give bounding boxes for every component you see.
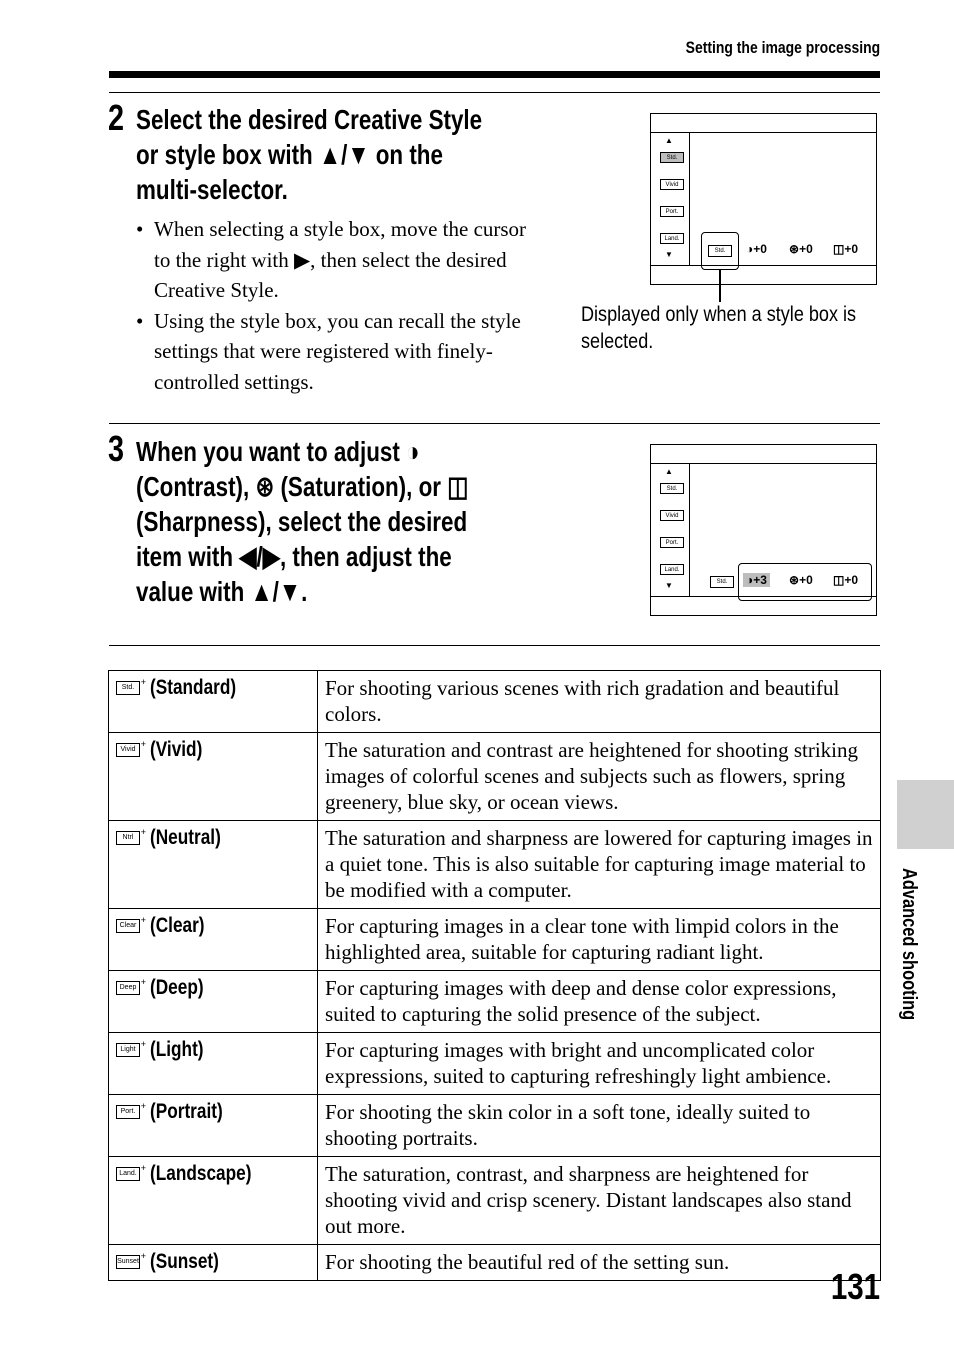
bullet-item: • When selecting a style box, move the cursor to the right with ▶, then select the desired Creative Style. xyxy=(136,214,536,306)
saturation-value xyxy=(789,573,813,587)
style-description: For shooting the skin color in a soft tone, ideally suited to shooting portraits. xyxy=(318,1095,881,1157)
style-name: (Portrait) xyxy=(150,1100,223,1123)
step3-line: When you want to adjust xyxy=(136,436,400,467)
style-description: For capturing images with bright and uncomplicated color expressions, suited to capturing refreshingly light ambience. xyxy=(318,1033,881,1095)
style-name: (Neutral) xyxy=(150,826,221,849)
table-row xyxy=(109,1157,881,1245)
style-icon: Clear + xyxy=(116,919,140,933)
contrast-param: +3 xyxy=(753,573,767,587)
style-box-label: Std. xyxy=(708,245,732,257)
step2-title-line: Select the desired Creative Style xyxy=(136,104,483,135)
step2-title-line: multi-selector. xyxy=(136,174,288,205)
style-name: (Clear) xyxy=(150,914,205,937)
table-row xyxy=(109,909,881,971)
chapter-label xyxy=(896,868,920,1058)
style-name: (Light) xyxy=(150,1038,204,1061)
saturation-value xyxy=(789,242,813,256)
style-box-label: Std. xyxy=(710,576,734,588)
sharpness-param: +0 xyxy=(844,573,859,587)
style-name: (Sunset) xyxy=(150,1250,219,1273)
screen-style-item: Std. xyxy=(660,152,684,163)
step3-line: value with ▲/▼. xyxy=(136,576,308,607)
sharpness-value xyxy=(833,242,858,256)
style-icon: Ntrl + xyxy=(116,831,140,845)
up-arrow-icon: ▲ xyxy=(665,136,673,145)
contrast-param: +0 xyxy=(753,242,767,256)
table-row xyxy=(109,971,881,1033)
screen-style-item: Land. xyxy=(660,233,684,244)
table-top-rule xyxy=(109,645,880,646)
contrast-icon: ◑ xyxy=(746,573,754,587)
step3-title xyxy=(136,434,468,609)
step2-title xyxy=(136,102,482,207)
step2-title-line: or style box with ▲/▼ on the xyxy=(136,139,443,170)
style-name: (Vivid) xyxy=(150,738,203,761)
contrast-value xyxy=(743,573,770,587)
down-arrow-icon: ▼ xyxy=(665,581,673,590)
style-description: For shooting the beautiful red of the setting sun. xyxy=(318,1245,881,1281)
contrast-icon: ◑ xyxy=(406,436,420,467)
running-header: Setting the image processing xyxy=(685,38,880,57)
style-icon: Sunset + xyxy=(116,1255,140,1269)
table-row xyxy=(109,1095,881,1157)
creative-style-table xyxy=(108,670,881,1281)
style-name: (Landscape) xyxy=(150,1162,252,1185)
screen-style-item: Vivid xyxy=(660,510,684,521)
sharpness-icon: ◫ xyxy=(447,471,469,502)
table-row xyxy=(109,671,881,733)
style-description: The saturation and contrast are heightened for shooting striking images of colorful scenes and subjects such as flowers, spring greenery, blue sky, or ocean views. xyxy=(318,733,881,821)
saturation-param: +0 xyxy=(799,573,813,587)
screen-style-item: Std. xyxy=(660,483,684,494)
up-arrow-icon: ▲ xyxy=(665,467,673,476)
sharpness-icon: ◫ xyxy=(833,573,845,587)
step3-number: 3 xyxy=(108,428,125,469)
chapter-label-text: Advanced shooting xyxy=(898,868,920,1021)
bullet-item: • Using the style box, you can recall the style settings that were registered with finely-controlled settings. xyxy=(136,306,536,398)
style-description: For capturing images with deep and dense color expressions, suited to capturing the solid presence of the subject. xyxy=(318,971,881,1033)
style-icon: Std. + xyxy=(116,681,140,695)
step2-number: 2 xyxy=(108,97,125,138)
table-row xyxy=(109,1033,881,1095)
saturation-param: +0 xyxy=(799,242,813,256)
chapter-tab xyxy=(897,780,954,849)
screen-style-item: Port. xyxy=(660,537,684,548)
sharpness-value xyxy=(833,573,858,587)
sharpness-icon: ◫ xyxy=(833,242,845,256)
page-number: 131 xyxy=(830,1266,880,1307)
table-row xyxy=(109,821,881,909)
step3-line: (Saturation), or xyxy=(280,471,441,502)
style-name: (Standard) xyxy=(150,676,237,699)
step3-line: (Contrast), xyxy=(136,471,250,502)
camera-screen-style-box xyxy=(650,113,877,285)
step3-line: (Sharpness), select the desired xyxy=(136,506,468,537)
screen-style-item: Land. xyxy=(660,564,684,575)
saturation-icon: ⊛ xyxy=(789,573,800,587)
step3-top-rule xyxy=(109,423,880,424)
style-description: The saturation and sharpness are lowered for capturing images in a quiet tone. This is also suitable for capturing image material to be modified with a computer. xyxy=(318,821,881,909)
style-icon: Land. + xyxy=(116,1167,140,1181)
contrast-value xyxy=(746,242,767,256)
step2-bullets xyxy=(136,214,536,397)
step3-line: item with ◀/▶, then adjust the xyxy=(136,541,452,572)
style-icon: Port. + xyxy=(116,1105,140,1119)
caption-leader-line xyxy=(719,270,721,302)
saturation-icon: ⊛ xyxy=(255,471,275,502)
screen-caption: Displayed only when a style box is selected. xyxy=(581,303,857,353)
header-rule xyxy=(109,71,880,78)
table-row xyxy=(109,733,881,821)
down-arrow-icon: ▼ xyxy=(665,250,673,259)
contrast-icon: ◑ xyxy=(746,242,754,256)
screen-style-item: Vivid xyxy=(660,179,684,190)
style-description: For capturing images in a clear tone with limpid colors in the highlighted area, suitable for capturing radiant light. xyxy=(318,909,881,971)
style-name: (Deep) xyxy=(150,976,204,999)
style-icon: Vivid + xyxy=(116,743,140,757)
sharpness-param: +0 xyxy=(844,242,859,256)
saturation-icon: ⊛ xyxy=(789,242,800,256)
style-description: The saturation, contrast, and sharpness are heightened for shooting vivid and crisp scenery. Distant landscapes also stand out more. xyxy=(318,1157,881,1245)
style-icon: Deep + xyxy=(116,981,140,995)
style-description: For shooting various scenes with rich gradation and beautiful colors. xyxy=(318,671,881,733)
step2-top-rule xyxy=(109,92,880,93)
style-icon: Light + xyxy=(116,1043,140,1057)
table-row xyxy=(109,1245,881,1281)
camera-screen-adjust xyxy=(650,444,877,616)
screen-style-item: Port. xyxy=(660,206,684,217)
